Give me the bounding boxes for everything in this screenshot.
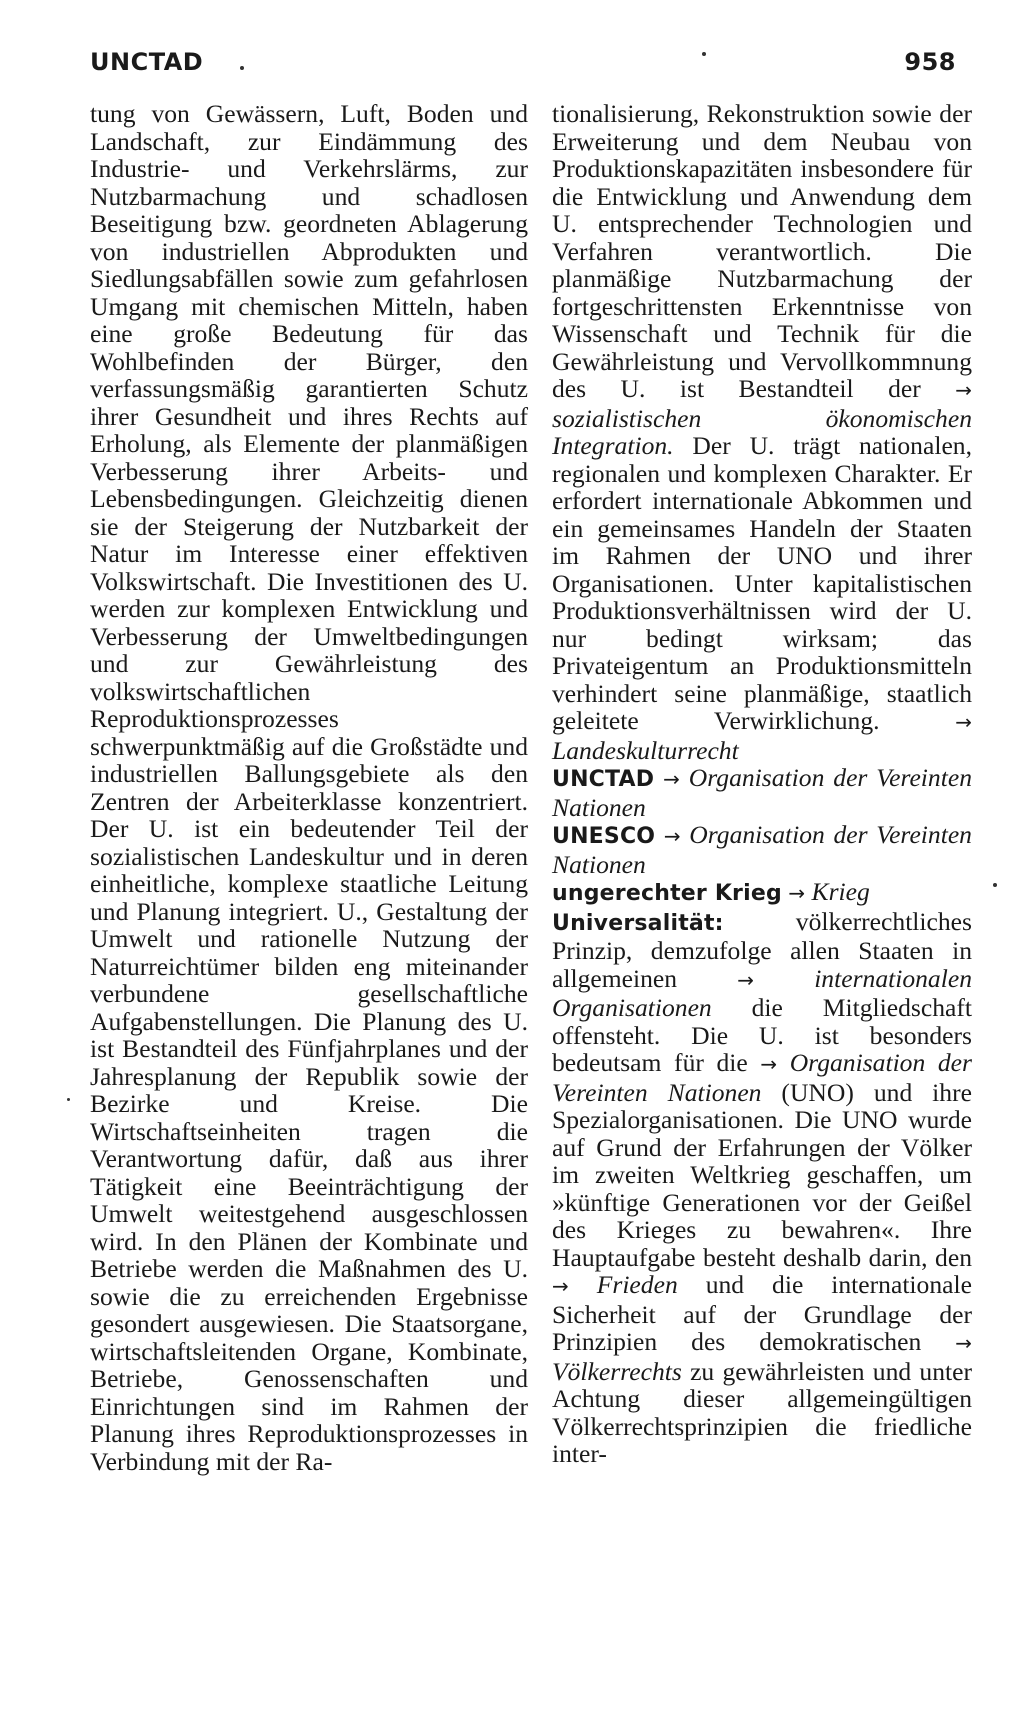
body-text: tionalisierung, Rekonstruktion sowie der Erweiterung und dem Neubau von Produktionskapazitäten insbesondere für die Entwicklung und Anwendung dem U. entsprechender Technologien und Verfahren verantwortlich. Die planmäßige Nutzbarmachung der fortgeschrittensten Erkenntnisse von Wissenschaft und Technik für die Gewährleistung und Vervollkommnung des U. ist Bestandteil der xyxy=(552,99,972,403)
entry-headword: Universalität: xyxy=(552,910,724,936)
cross-reference-arrow: → xyxy=(955,1331,972,1355)
cross-reference[interactable]: Frieden xyxy=(596,1270,678,1299)
cross-reference[interactable]: Krieg xyxy=(811,877,870,906)
cross-reference-arrow: → xyxy=(955,378,972,402)
running-title: UNCTAD xyxy=(90,48,204,76)
cross-reference[interactable]: Organisation der Vereinten Nationen xyxy=(552,763,972,822)
continuation-paragraph xyxy=(552,100,972,764)
entry-headword: UNESCO xyxy=(552,824,656,849)
body-text: zu gewährleisten und unter Achtung dieser allgemeingültigen Völkerrechtsprinzipien die friedliche inter- xyxy=(552,1356,972,1468)
body-paragraph: tung von Gewässern, Luft, Boden und Landschaft, zur Eindämmung des Industrie- und Verkehrslärms, zur Nutzbarmachung und schadlosen Beseitigung bzw. geordneten Ablagerung von industriellen Abprodukten und Siedlungsabfällen sowie zum gefahrlosen Umgang mit chemischen Mitteln, haben eine große Bedeutung für das Wohlbefinden der Bürger, den verfassungsmäßig garantierten Schutz ihrer Gesundheit und ihres Rechts auf Erholung, als Elemente der planmäßigen Verbesserung ihrer Arbeits- und Lebensbedingungen. Gleichzeitig dienen sie der Steigerung der Nutzbarkeit der Natur im Interesse einer effektiven Volkswirtschaft. Die Investitionen des U. werden zur komplexen Entwicklung und Verbesserung der Umweltbedingungen und zur Gewährleistung des volkswirtschaftlichen Reproduktionsprozesses schwerpunktmäßig auf die Großstädte und industriellen Ballungsgebiete als den Zentren der Arbeiterklasse konzentriert. Der U. ist ein bedeutender Teil der sozialistischen Landeskultur und in deren einheitliche, komplexe staatliche Leitung und Planung integriert. U., Gestaltung der Umwelt und rationelle Nutzung der Naturreichtümer bilden eng miteinander verbundene gesellschaftliche Aufgabenstellungen. Die Planung des U. ist Bestandteil des Fünfjahrplanes und der Jahresplanung der Republik sowie der Bezirke und Kreise. Die Wirtschaftseinheiten tragen die Verantwortung dafür, daß aus ihrer Tätigkeit eine Beeinträchtigung der Umwelt weitestgehend ausgeschlossen wird. In den Plänen der Kombinate und Betriebe werden die Maßnahmen des U. sowie die zu erreichenden Ergebnisse gesondert ausgewiesen. Die Staatsorgane, wirtschaftsleitenden Organe, Kombinate, Betriebe, Genossenschaften und Einrichtungen sind im Rahmen der Planung ihres Reproduktionsprozesses in Verbindung mit der Ra- xyxy=(90,99,528,1476)
cross-reference-arrow: → xyxy=(760,1052,778,1076)
print-speck xyxy=(240,66,244,70)
cross-reference-arrow: → xyxy=(788,881,806,905)
cross-reference-arrow: → xyxy=(737,967,755,992)
cross-reference[interactable]: Organisation der Vereinten Nationen xyxy=(552,1048,972,1107)
print-speck xyxy=(67,1098,70,1101)
cross-reference-arrow: → xyxy=(552,1274,569,1298)
body-text: die Mitgliedschaft offensteht. Die U. ist besonders bedeutsam für die xyxy=(552,993,972,1077)
right-column xyxy=(552,100,972,1468)
running-head xyxy=(90,44,956,84)
cross-reference-arrow: → xyxy=(663,824,681,848)
body-text: Der U. trägt nationalen, regionalen und komplexen Charakter. Er erfordert internationale Abkommen und ein gemeinsames Handeln der Staaten im Rahmen der UNO und ihrer Organisationen. Unter kapitalistischen Produktionsverhältnissen wird der U. nur bedingt wirksam; das Privateigentum an Produktionsmitteln verhindert seine planmäßige, staatlich geleitete Verwirklichung. xyxy=(552,431,972,735)
cross-reference[interactable]: sozialistischen ökonomischen Integration. xyxy=(552,403,972,460)
entry-unctad xyxy=(552,764,972,821)
entry-ungerechter-krieg xyxy=(552,878,972,908)
cross-reference[interactable]: Organisation der Vereinten Nationen xyxy=(552,820,972,879)
cross-reference-arrow: → xyxy=(955,710,972,734)
cross-reference[interactable]: internationalen Organisationen xyxy=(552,963,972,1022)
left-column xyxy=(90,100,528,1475)
entry-headword: ungerechter Krieg xyxy=(552,881,782,906)
print-speck xyxy=(702,52,706,56)
body-text: (UNO) und ihre Spezialorganisationen. Die UNO wurde auf Grund der Erfahrungen der Völker im zweiten Weltkrieg geschaffen, um »künftige Generationen vor der Geißel des Krieges zu bewahren«. Ihre Hauptaufgabe besteht deshalb darin, den xyxy=(552,1077,972,1272)
page-number: 958 xyxy=(904,48,956,76)
cross-reference[interactable]: Völkerrechts xyxy=(552,1356,682,1386)
body-text: und die internationale Sicherheit auf der Grundlage der Prinzipien des demokratischen xyxy=(552,1270,972,1356)
entry-universalitaet xyxy=(552,908,972,1468)
body-text: völkerrechtliches Prinzip, demzufolge allen Staaten in allgemeinen xyxy=(552,906,972,993)
cross-reference-arrow: → xyxy=(663,767,680,791)
print-speck xyxy=(993,883,997,887)
entry-unesco xyxy=(552,821,972,878)
cross-reference[interactable]: Landeskulturrecht xyxy=(552,735,739,765)
entry-headword: UNCTAD xyxy=(552,767,655,792)
